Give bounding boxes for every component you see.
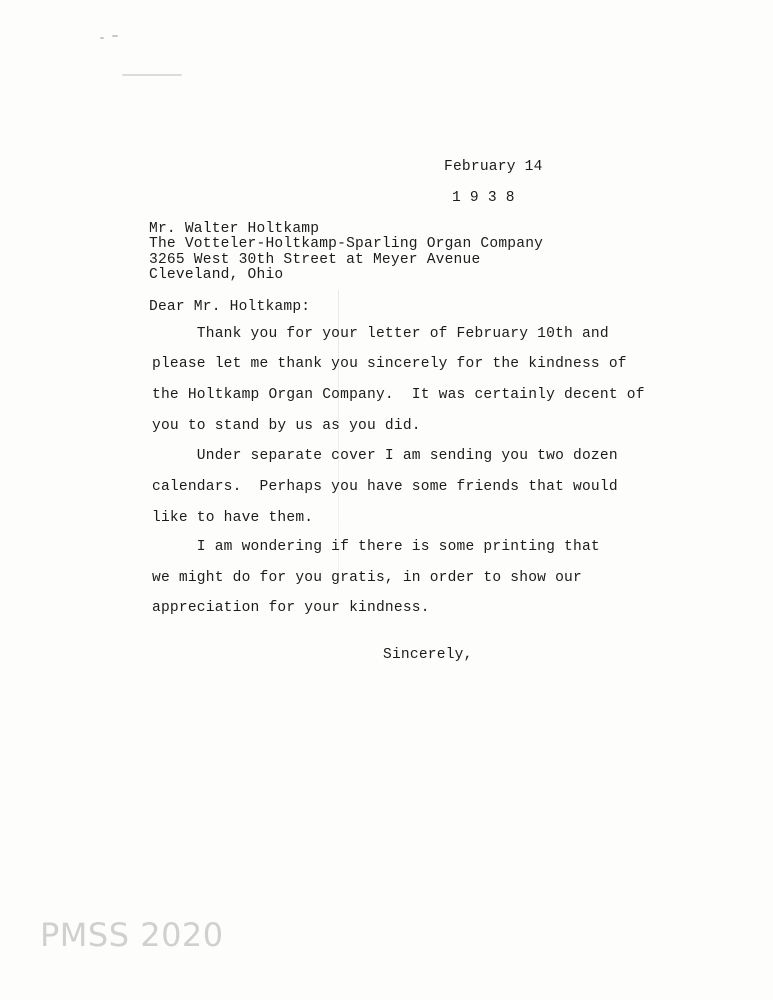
- address-line: 3265 West 30th Street at Meyer Avenue: [149, 252, 481, 268]
- salutation: Dear Mr. Holtkamp:: [149, 299, 311, 315]
- scan-speck: [112, 35, 118, 37]
- address-line: Cleveland, Ohio: [149, 267, 284, 283]
- body-line: you to stand by us as you did.: [152, 418, 421, 434]
- body-line: the Holtkamp Organ Company. It was certainly decent of: [152, 387, 645, 403]
- body-line: calendars. Perhaps you have some friends that would: [152, 479, 618, 495]
- closing: Sincerely,: [383, 647, 473, 663]
- body-line: I am wondering if there is some printing that: [152, 539, 600, 555]
- scan-speck: [100, 37, 104, 39]
- address-line: The Votteler-Holtkamp-Sparling Organ Company: [149, 236, 544, 252]
- body-line: appreciation for your kindness.: [152, 600, 430, 616]
- address-line: Mr. Walter Holtkamp: [149, 221, 320, 237]
- date-year: 1 9 3 8: [452, 190, 515, 206]
- watermark: PMSS 2020: [40, 916, 224, 954]
- body-line: Under separate cover I am sending you two dozen: [152, 448, 618, 464]
- body-line: please let me thank you sincerely for the kindness of: [152, 356, 627, 372]
- scan-speck: [122, 74, 182, 76]
- body-line: we might do for you gratis, in order to show our: [152, 570, 582, 586]
- body-line: like to have them.: [152, 510, 314, 526]
- body-line: Thank you for your letter of February 10th and: [152, 326, 609, 342]
- date-month-day: February 14: [444, 159, 543, 175]
